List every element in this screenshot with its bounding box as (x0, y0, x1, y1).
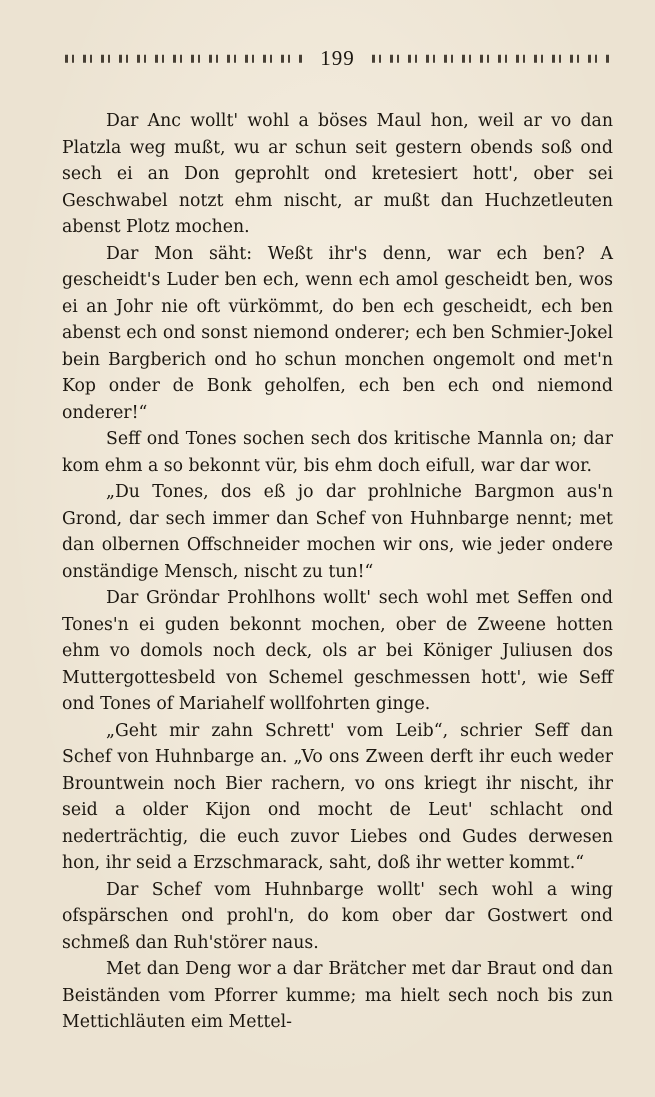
ornament-left-icon (62, 50, 306, 66)
paragraph: Dar Mon säht: Weßt ihr's denn, war ech ben? A gescheidt's Luder ben ech, wenn ech amol gescheidt ben, wos ei an Johr nie oft vürkömmt, do ben ech gescheidt, ech ben abenst ech ond sonst niemond onderer; ech ben Schmier-Jokel bein Bargberich ond ho schun monchen ongemolt ond met'n Kop onder de Bonk geholfen, ech ben ech ond niemond onderer!“ (62, 243, 613, 423)
paragraph: Dar Schef vom Huhnbarge wollt' sech wohl a wing ofspärschen ond prohl'n, do kom ober dar Gostwert ond schmeß dan Ruh'störer naus. (62, 879, 613, 953)
paragraph: „Geht mir zahn Schrett' vom Leib“, schrier Seff dan Schef von Huhnbarge an. „Vo ons Zween derft ihr euch weder Brountwein noch Bier rachern, vo ons kriegt ihr nischt, ihr seid a older Kijon ond mocht de Leut' schlacht ond nederträchtig, die euch zuvor Liebes ond Gudes derwesen hon, ihr seid a Erzschmarack, saht, doß ihr wetter kommt.“ (62, 720, 613, 873)
paragraph: Dar Anc wollt' wohl a böses Maul hon, weil ar vo dan Platzla weg mußt, wu ar schun seit gestern obends soß ond sech ei an Don geprohlt ond kretesiert hott', ober sei Geschwabel notzt ehm nischt, ar mußt dan Huchzetleuten abenst Plotz mochen. (62, 111, 613, 237)
ornament-right-icon (369, 50, 613, 66)
paragraph: Seff ond Tones sochen sech dos kritische Mannla on; dar kom ehm a so bekonnt vür, bis ehm doch eifull, war dar wor. (62, 429, 613, 476)
page-header (62, 42, 613, 74)
paragraph: „Du Tones, dos eß jo dar prohlniche Bargmon aus'n Grond, dar sech immer dan Schef von Huhnbarge nennt; met dan olbernen Offschneider mochen wir ons, wie jeder ondere onständige Mensch, nischt zu tun!“ (62, 482, 613, 582)
page-number: 199 (320, 45, 355, 70)
body-text (62, 108, 613, 1036)
paragraph: Met dan Deng wor a dar Brätcher met dar Braut ond dan Beiständen vom Pforrer kumme; ma hielt sech noch bis zun Mettichläuten eim Mettel- (62, 959, 613, 1032)
paragraph: Dar Gröndar Prohlhons wollt' sech wohl met Seffen ond Tones'n ei guden bekonnt mochen, ober de Zweene hotten ehm vo domols noch deck, ols ar bei Königer Juliusen dos Muttergottesbeld von Schemel geschmessen hott', wie Seff ond Tones of Mariahelf wollfohrten ginge. (62, 588, 613, 714)
